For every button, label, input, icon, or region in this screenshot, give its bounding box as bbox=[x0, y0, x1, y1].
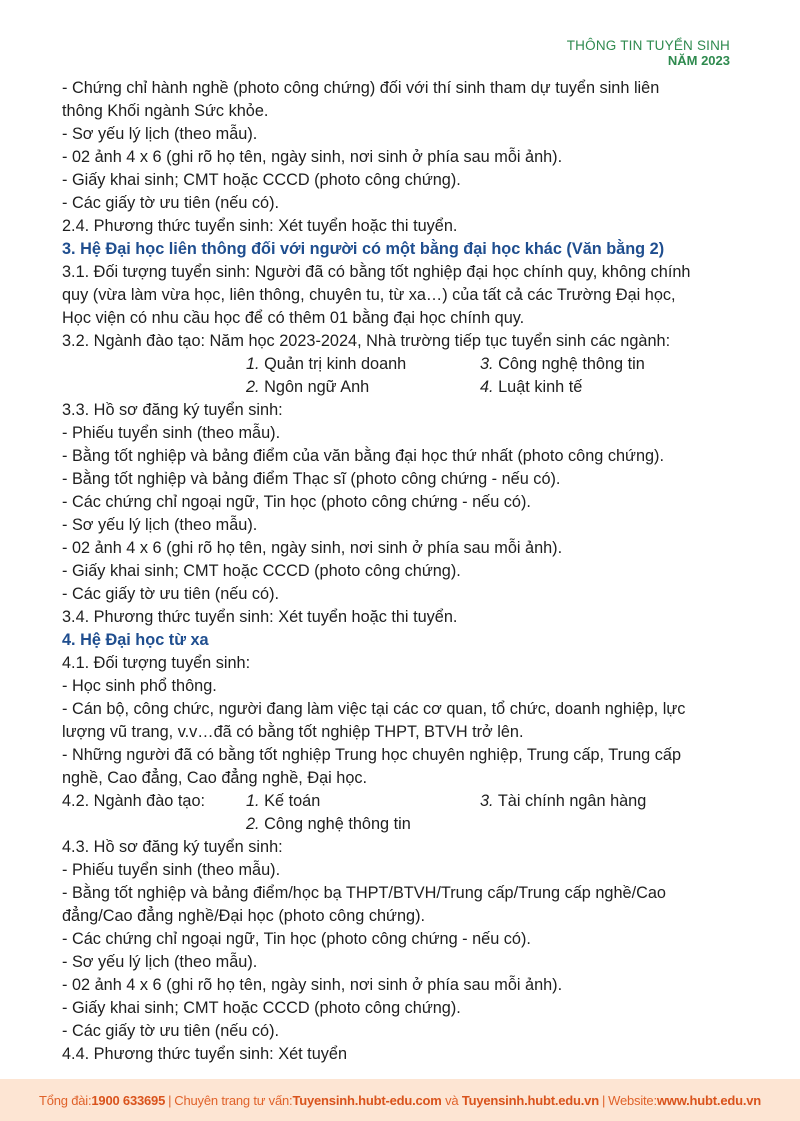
majors-row bbox=[62, 353, 730, 376]
text-line: 3.2. Ngành đào tạo: Năm học 2023-2024, Nhà trường tiếp tục tuyển sinh các ngành: bbox=[62, 332, 671, 350]
text-line: nghề, Cao đẳng, Cao đẳng nghề, Đại học. bbox=[62, 769, 368, 787]
section-heading: 4. Hệ Đại học từ xa bbox=[62, 631, 209, 649]
footer-contact-bar bbox=[0, 1079, 800, 1121]
text-line: - Sơ yếu lý lịch (theo mẫu). bbox=[62, 125, 258, 143]
text-line: - Các giấy tờ ưu tiên (nếu có). bbox=[62, 194, 280, 212]
section-3 bbox=[62, 238, 730, 629]
text-line: 4.3. Hồ sơ đăng ký tuyển sinh: bbox=[62, 838, 283, 856]
text-line: - Các giấy tờ ưu tiên (nếu có). bbox=[62, 1022, 280, 1040]
text-line: 2.4. Phương thức tuyển sinh: Xét tuyển hoặc thi tuyển. bbox=[62, 217, 458, 235]
majors-row bbox=[62, 376, 730, 399]
text-line: Học viện có nhu cầu học để có thêm 01 bằng đại học chính quy. bbox=[62, 309, 525, 327]
text-line: - Chứng chỉ hành nghề (photo công chứng) đối với thí sinh tham dự tuyển sinh liên bbox=[62, 79, 660, 97]
text-line: - Bằng tốt nghiệp và bảng điểm của văn bằng đại học thứ nhất (photo công chứng). bbox=[62, 447, 665, 465]
text-line: quy (vừa làm vừa học, liên thông, chuyên tu, từ xa…) của tất cả các Trường Đại học, bbox=[62, 286, 676, 304]
major-item: 2. Ngôn ngữ Anh bbox=[246, 378, 370, 396]
text-line: đẳng/Cao đẳng nghề/Đại học (photo công chứng). bbox=[62, 907, 426, 925]
text-line: - Giấy khai sinh; CMT hoặc CCCD (photo công chứng). bbox=[62, 562, 461, 580]
text-line: - Phiếu tuyển sinh (theo mẫu). bbox=[62, 861, 281, 879]
major-item: 4. Luật kinh tế bbox=[480, 378, 583, 396]
majors-label: 4.2. Ngành đào tạo: bbox=[62, 792, 206, 810]
major-item: 3. Tài chính ngân hàng bbox=[480, 792, 647, 810]
website-link[interactable]: www.hubt.edu.vn bbox=[656, 1092, 762, 1108]
text-line: 3.4. Phương thức tuyển sinh: Xét tuyển hoặc thi tuyển. bbox=[62, 608, 458, 626]
consult-label: Chuyên trang tư vấn: bbox=[174, 1092, 293, 1108]
text-line: - Bằng tốt nghiệp và bảng điểm Thạc sĩ (photo công chứng - nếu có). bbox=[62, 470, 561, 488]
text-line: - Phiếu tuyển sinh (theo mẫu). bbox=[62, 424, 281, 442]
majors-row bbox=[62, 790, 730, 813]
separator: | bbox=[601, 1092, 606, 1108]
text-line: - Sơ yếu lý lịch (theo mẫu). bbox=[62, 953, 258, 971]
major-item: 3. Công nghệ thông tin bbox=[480, 355, 645, 373]
text-line: thông Khối ngành Sức khỏe. bbox=[62, 102, 269, 120]
text-line: 4.4. Phương thức tuyển sinh: Xét tuyển bbox=[62, 1045, 348, 1063]
separator: | bbox=[168, 1092, 172, 1108]
text-line: - Các chứng chỉ ngoại ngữ, Tin học (photo công chứng - nếu có). bbox=[62, 930, 531, 948]
text-line: - Cán bộ, công chức, người đang làm việc tại các cơ quan, tổ chức, doanh nghiệp, lực bbox=[62, 700, 686, 718]
text-line: - 02 ảnh 4 x 6 (ghi rõ họ tên, ngày sinh, nơi sinh ở phía sau mỗi ảnh). bbox=[62, 976, 563, 994]
header-title: THÔNG TIN TUYỂN SINH bbox=[566, 38, 730, 53]
text-line: 3.3. Hồ sơ đăng ký tuyển sinh: bbox=[62, 401, 283, 419]
page-header bbox=[567, 38, 730, 68]
major-item: 1. Kế toán bbox=[246, 792, 321, 810]
hotline-label: Tổng đài: bbox=[38, 1092, 92, 1108]
hotline-number: 1900 633695 bbox=[91, 1092, 166, 1108]
text-line: 3.1. Đối tượng tuyển sinh: Người đã có bằng tốt nghiệp đại học chính quy, không chính bbox=[62, 263, 691, 281]
section-heading: 3. Hệ Đại học liên thông đối với người có một bằng đại học khác (Văn bằng 2) bbox=[62, 240, 665, 258]
majors-row bbox=[62, 813, 730, 836]
text-line: - Sơ yếu lý lịch (theo mẫu). bbox=[62, 516, 258, 534]
text-line: 4.1. Đối tượng tuyển sinh: bbox=[62, 654, 251, 672]
text-line: - Những người đã có bằng tốt nghiệp Trung học chuyên nghiệp, Trung cấp, Trung cấp bbox=[62, 746, 682, 764]
text-line: - Giấy khai sinh; CMT hoặc CCCD (photo công chứng). bbox=[62, 171, 461, 189]
text-line: - Giấy khai sinh; CMT hoặc CCCD (photo công chứng). bbox=[62, 999, 461, 1017]
text-line: - 02 ảnh 4 x 6 (ghi rõ họ tên, ngày sinh, nơi sinh ở phía sau mỗi ảnh). bbox=[62, 148, 563, 166]
consult-site-link-1[interactable]: Tuyensinh.hubt-edu.com bbox=[292, 1092, 442, 1108]
text-line: - Bằng tốt nghiệp và bảng điểm/học bạ THPT/BTVH/Trung cấp/Trung cấp nghề/Cao bbox=[62, 884, 666, 902]
section-4 bbox=[62, 629, 730, 1066]
text-line: - Học sinh phổ thông. bbox=[62, 677, 217, 695]
document-body bbox=[62, 77, 730, 1066]
and-text: và bbox=[441, 1092, 462, 1108]
consult-site-link-2[interactable]: Tuyensinh.hubt.edu.vn bbox=[461, 1092, 599, 1108]
text-line: - Các chứng chỉ ngoại ngữ, Tin học (photo công chứng - nếu có). bbox=[62, 493, 531, 511]
text-line: lượng vũ trang, v.v…đã có bằng tốt nghiệp THPT, BTVH trở lên. bbox=[62, 723, 524, 741]
header-year: NĂM 2023 bbox=[667, 53, 730, 68]
text-line: - 02 ảnh 4 x 6 (ghi rõ họ tên, ngày sinh, nơi sinh ở phía sau mỗi ảnh). bbox=[62, 539, 563, 557]
major-item: 1. Quản trị kinh doanh bbox=[246, 355, 407, 373]
text-line: - Các giấy tờ ưu tiên (nếu có). bbox=[62, 585, 280, 603]
website-label: Website: bbox=[608, 1092, 657, 1108]
section-2-continuation bbox=[62, 77, 730, 238]
major-item: 2. Công nghệ thông tin bbox=[246, 815, 411, 833]
